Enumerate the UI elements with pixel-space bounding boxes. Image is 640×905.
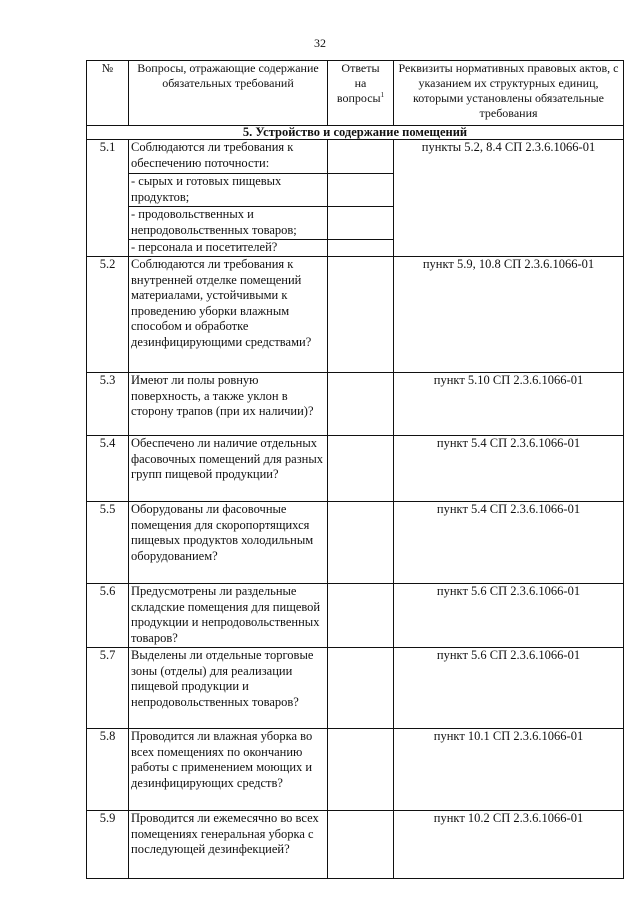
- row-subitem: - сырых и готовых пищевых продуктов;: [129, 174, 328, 207]
- footnote-marker: 1: [380, 91, 385, 99]
- row-number: 5.9: [87, 811, 129, 879]
- row-number: 5.7: [87, 648, 129, 729]
- row-requisite: пункт 10.2 СП 2.3.6.1066-01: [394, 811, 624, 879]
- answer-cell[interactable]: [328, 174, 394, 207]
- row-question: Обеспечено ли наличие отдельных фасовочных помещений для разных групп пищевой продукции?: [129, 436, 328, 502]
- row-requisite: пункты 5.2, 8.4 СП 2.3.6.1066-01: [394, 140, 624, 257]
- header-questions: Вопросы, отражающие содержание обязательных требований: [129, 61, 328, 126]
- answer-cell[interactable]: [328, 811, 394, 879]
- row-requisite: пункт 5.4 СП 2.3.6.1066-01: [394, 436, 624, 502]
- row-number: 5.8: [87, 729, 129, 811]
- table-row: [87, 811, 624, 879]
- row-requisite: пункт 5.10 СП 2.3.6.1066-01: [394, 373, 624, 436]
- row-question: Соблюдаются ли требования к внутренней отделке помещений материалами, устойчивыми к проведению уборки влажным способом и обработке дезинфицирующими средствами?: [129, 257, 328, 373]
- row-question: Проводится ли ежемесячно во всех помещениях генеральная уборка с последующей дезинфекцией?: [129, 811, 328, 879]
- header-requisites: Реквизиты нормативных правовых актов, с указанием их структурных единиц, которыми установлены обязательные требования: [394, 61, 624, 126]
- table-row: [87, 140, 624, 174]
- row-number: 5.3: [87, 373, 129, 436]
- row-question: Имеют ли полы ровную поверхность, а также уклон в сторону трапов (при их наличии)?: [129, 373, 328, 436]
- row-number: 5.6: [87, 584, 129, 648]
- section-title: 5. Устройство и содержание помещений: [87, 126, 624, 140]
- row-requisite: пункт 10.1 СП 2.3.6.1066-01: [394, 729, 624, 811]
- row-requisite: пункт 5.6 СП 2.3.6.1066-01: [394, 648, 624, 729]
- table-row: [87, 648, 624, 729]
- answer-cell[interactable]: [328, 373, 394, 436]
- answer-cell[interactable]: [328, 436, 394, 502]
- answer-cell[interactable]: [328, 257, 394, 373]
- header-answers-line1: Ответы: [341, 61, 380, 75]
- row-number: 5.4: [87, 436, 129, 502]
- row-requisite: пункт 5.9, 10.8 СП 2.3.6.1066-01: [394, 257, 624, 373]
- table-row: [87, 257, 624, 373]
- header-num: №: [87, 61, 129, 126]
- row-question: Проводится ли влажная уборка во всех помещениях по окончанию работы с применением моющих и дезинфицирующих средств?: [129, 729, 328, 811]
- row-requisite: пункт 5.6 СП 2.3.6.1066-01: [394, 584, 624, 648]
- row-question: Выделены ли отдельные торговые зоны (отделы) для реализации пищевой продукции и непродовольственных товаров?: [129, 648, 328, 729]
- header-answers-line3: вопросы: [336, 91, 381, 105]
- row-number: 5.1: [87, 140, 129, 257]
- row-question: Предусмотрены ли раздельные складские помещения для пищевой продукции и непродовольственных товаров?: [129, 584, 328, 648]
- answer-cell[interactable]: [328, 648, 394, 729]
- answer-cell[interactable]: [328, 240, 394, 257]
- requirements-table: [86, 60, 624, 879]
- table-row: [87, 502, 624, 584]
- table-header-row: [87, 61, 624, 126]
- row-question: Соблюдаются ли требования к обеспечению поточности:: [129, 140, 328, 174]
- row-question: Оборудованы ли фасовочные помещения для скоропортящихся пищевых продуктов холодильным оборудованием?: [129, 502, 328, 584]
- table-row: [87, 373, 624, 436]
- answer-cell[interactable]: [328, 140, 394, 174]
- row-subitem: - продовольственных и непродовольственных товаров;: [129, 207, 328, 240]
- answer-cell[interactable]: [328, 584, 394, 648]
- page-number: 32: [314, 36, 326, 50]
- table-row: [87, 436, 624, 502]
- table-row: [87, 729, 624, 811]
- row-number: 5.2: [87, 257, 129, 373]
- header-answers-line2: на: [354, 76, 367, 90]
- row-subitem: - персонала и посетителей?: [129, 240, 328, 257]
- row-number: 5.5: [87, 502, 129, 584]
- header-answers: [328, 61, 394, 126]
- answer-cell[interactable]: [328, 502, 394, 584]
- section-row: [87, 126, 624, 140]
- row-requisite: пункт 5.4 СП 2.3.6.1066-01: [394, 502, 624, 584]
- answer-cell[interactable]: [328, 729, 394, 811]
- answer-cell[interactable]: [328, 207, 394, 240]
- table-row: [87, 584, 624, 648]
